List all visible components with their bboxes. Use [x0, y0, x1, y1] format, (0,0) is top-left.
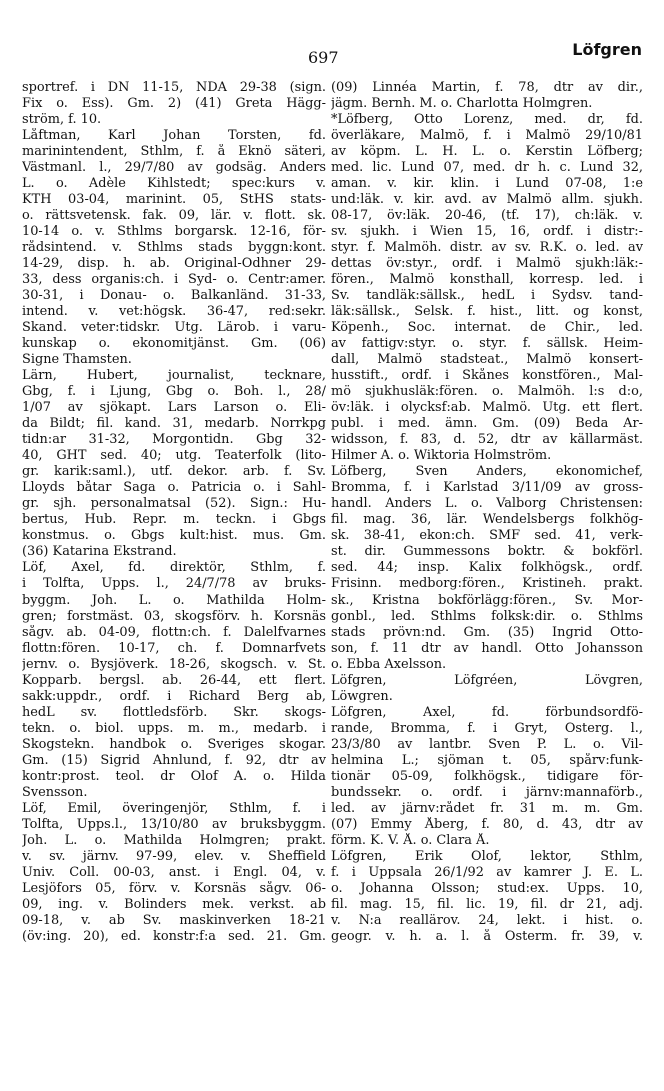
text-line: led. av järnv:rådet fr. 31 m. m. Gm.: [331, 800, 643, 816]
text-line: Lloyds båtar Saga o. Patricia o. i Sahl-: [22, 480, 326, 496]
text-line: (07) Emmy Åberg, f. 80, d. 43, dtr av: [331, 816, 643, 832]
text-line: gren; forstmäst. 03, skogsförv. h. Korsnäs: [22, 608, 326, 624]
text-line: widsson, f. 83, d. 52, dtr av källarmäst.: [331, 432, 643, 448]
text-line: konstmus. o. Gbgs kult:hist. mus. Gm.: [22, 528, 326, 544]
text-line: bertus, Hub. Repr. m. teckn. i Gbgs: [22, 512, 326, 528]
text-line: Fix o. Ess). Gm. 2) (41) Greta Hägg-: [22, 96, 326, 112]
text-line: 09-18, v. ab Sv. maskinverken 18-21: [22, 912, 326, 928]
text-line: hedL sv. flottledsförb. Skr. skogs-: [22, 704, 326, 720]
text-line: Lärn, Hubert, journalist, tecknare,: [22, 368, 326, 384]
text-line: sågv. ab. 04-09, flottn:ch. f. Dalelfvarnes: [22, 624, 326, 640]
text-line: Joh. L. o. Mathilda Holmgren; prakt.: [22, 832, 326, 848]
text-line: ström, f. 10.: [22, 112, 102, 128]
text-line: o. Johanna Olsson; stud:ex. Upps. 10,: [331, 880, 643, 896]
right-column: [331, 80, 643, 945]
text-line: Skand. veter:tidskr. Utg. Lärob. i varu-: [22, 320, 326, 336]
text-line: aman. v. kir. klin. i Lund 07-08, 1:e: [331, 176, 643, 192]
text-line: sakk:uppdr., ordf. i Richard Berg ab,: [22, 688, 326, 704]
text-line: 1/07 av sjökapt. Lars Larson o. Eli-: [22, 400, 326, 416]
text-line: gr. karik:saml.), utf. dekor. arb. f. Sv.: [22, 464, 326, 480]
text-line: Löfgren, Löfgréen, Lövgren,: [331, 672, 643, 688]
text-line: rande, Bromma, f. i Gryt, Österg. l.,: [331, 720, 643, 736]
left-column: [22, 80, 326, 945]
text-line: sportref. i DN 11-15, NDA 29-38 (sign.: [22, 80, 326, 95]
text-line: Lesjöfors 05, förv. v. Korsnäs sågv. 06-: [22, 880, 326, 896]
text-line: av köpm. L. H. L. o. Kerstin Löfberg;: [331, 144, 643, 160]
text-line: sv. sjukh. i Wien 15, 16, ordf. i distr:-: [331, 224, 643, 240]
text-line: sk. 38-41, ekon:ch. SMF sed. 41, verk-: [331, 528, 643, 544]
text-line: jernv. o. Bysjöverk. 18-26, skogsch. v. St.: [22, 656, 326, 672]
text-line: Gm. (15) Sigrid Ahnlund, f. 92, dtr av: [22, 752, 326, 768]
text-line: öv:läk. i olycksf:ab. Malmö. Utg. ett flert.: [331, 400, 643, 416]
text-line: sk., Kristna bokförlägg:fören., Sv. Mor-: [331, 592, 643, 608]
text-line: gonbl., led. Sthlms folksk:dir. o. Sthlms: [331, 608, 643, 624]
text-line: *Löfberg, Otto Lorenz, med. dr, fd.: [331, 112, 643, 128]
text-line: Löf, Axel, fd. direktör, Sthlm, f.: [22, 560, 326, 576]
text-line: v. N:a reallärov. 24, lekt. i hist. o.: [331, 912, 643, 928]
text-line: dettas öv:styr., ordf. i Malmö sjukh:läk:-: [331, 256, 643, 272]
text-line: fil. mag. 15, fil. lic. 19, fil. dr 21, adj.: [331, 896, 643, 912]
text-line: förm. K. V. Å. o. Clara Å.: [331, 832, 490, 848]
text-line: intend. v. vet:högsk. 36-47, red:sekr.: [22, 304, 326, 320]
text-line: fören., Malmö konsthall, korresp. led. i: [331, 272, 643, 288]
text-line: Sv. tandläk:sällsk., hedL i Sydsv. tand-: [331, 288, 643, 304]
text-line: mö sjukhusläk:fören. o. Malmöh. l:s d:o,: [331, 384, 643, 400]
text-line: stads prövn:nd. Gm. (35) Ingrid Otto-: [331, 624, 643, 640]
text-line: 08-17, öv:läk. 20-46, (tf. 17), ch:läk. v.: [331, 208, 643, 224]
text-line: 09, ing. v. Bolinders mek. verkst. ab: [22, 896, 326, 912]
text-line: Skogstekn. handbok o. Sveriges skogar.: [22, 736, 326, 752]
text-line: 33, dess organis:ch. i Syd- o. Centr:amer.: [22, 272, 326, 288]
text-line: helmina L.; sjöman t. 05, spårv:funk-: [331, 752, 643, 768]
text-line: KTH 03-04, marinint. 05, StHS stats-: [22, 192, 326, 208]
text-line: Kopparb. bergsl. ab. 26-44, ett flert.: [22, 672, 326, 688]
text-line: rådsintend. v. Sthlms stads byggn:kont.: [22, 240, 326, 256]
text-line: Univ. Coll. 00-03, anst. i Engl. 04, v.: [22, 864, 326, 880]
text-line: Västmanl. l., 29/7/80 av godsäg. Anders: [22, 160, 326, 176]
text-line: o. rättsvetensk. fak. 09, lär. v. flott. sk.: [22, 208, 326, 224]
text-line: v. sv. järnv. 97-99, elev. v. Sheffield: [22, 848, 326, 864]
text-line: dall, Malmö stadsteat., Malmö konsert-: [331, 352, 643, 368]
text-line: Hilmer A. o. Wiktoria Holmström.: [331, 448, 552, 464]
text-line: flottn:fören. 10-17, ch. f. Domnarfvets: [22, 640, 326, 656]
text-line: st. dir. Gummessons boktr. & bokförl.: [331, 544, 643, 560]
text-line: styr. f. Malmöh. distr. av sv. R.K. o. led. av: [331, 240, 643, 256]
text-line: handl. Anders L. o. Valborg Christensen:: [331, 496, 643, 512]
page-number: 697: [308, 48, 339, 67]
text-line: son, f. 11 dtr av handl. Otto Johansson: [331, 640, 643, 656]
text-line: kontr:prost. teol. dr Olof A. o. Hilda: [22, 768, 326, 784]
text-line: geogr. v. h. a. l. å Österm. fr. 39, v.: [331, 928, 643, 944]
text-line: publ. i med. ämn. Gm. (09) Beda Ar-: [331, 416, 643, 432]
text-line: 40, GHT sed. 40; utg. Teaterfolk (lito-: [22, 448, 326, 464]
text-line: byggm. Joh. L. o. Mathilda Holm-: [22, 592, 326, 608]
text-line: sed. 44; insp. Kalix folkhögsk., ordf.: [331, 560, 643, 576]
text-line: gr. sjh. personalmatsal (52). Sign.: Hu-: [22, 496, 326, 512]
text-line: Löfgren, Erik Olof, lektor, Sthlm,: [331, 848, 643, 864]
text-line: Löf, Emil, överingenjör, Sthlm, f. i: [22, 800, 326, 816]
text-line: av fattigv:styr. o. styr. f. sällsk. Heim-: [331, 336, 643, 352]
text-line: 10-14 o. v. Sthlms borgarsk. 12-16, för-: [22, 224, 326, 240]
text-line: 14-29, disp. h. ab. Original-Odhner 29-: [22, 256, 326, 272]
text-line: Löfgren, Axel, fd. förbundsordfö-: [331, 704, 643, 720]
text-line: da Bildt; fil. kand. 31, medarb. Norrkpg: [22, 416, 326, 432]
text-line: Svensson.: [22, 784, 88, 800]
text-line: överläkare, Malmö, f. i Malmö 29/10/81: [331, 128, 643, 144]
text-line: fil. mag. 36, lär. Wendelsbergs folkhög-: [331, 512, 643, 528]
running-head: Löfgren: [572, 40, 642, 59]
text-line: tionär 05-09, folkhögsk., tidigare för-: [331, 768, 643, 784]
text-line: Bromma, f. i Karlstad 3/11/09 av gross-: [331, 480, 643, 496]
text-line: Gbg, f. i Ljung, Gbg o. Boh. l., 28/: [22, 384, 326, 400]
text-line: kunskap o. ekonomitjänst. Gm. (06): [22, 336, 326, 352]
text-line: f. i Uppsala 26/1/92 av kamrer J. E. L.: [331, 864, 643, 880]
text-line: Frisinn. medborg:fören., Kristineh. prakt.: [331, 576, 643, 592]
text-line: marinintendent, Sthlm, f. å Eknö säteri,: [22, 144, 326, 160]
text-line: husstift., ordf. i Skånes konstfören., Mal-: [331, 368, 643, 384]
text-line: L. o. Adèle Kihlstedt; spec:kurs v.: [22, 176, 326, 192]
text-line: Tolfta, Upps.l., 13/10/80 av bruksbyggm.: [22, 816, 326, 832]
text-line: med. lic. Lund 07, med. dr h. c. Lund 32,: [331, 160, 643, 176]
text-line: Löfberg, Sven Anders, ekonomichef,: [331, 464, 643, 480]
text-line: jägm. Bernh. M. o. Charlotta Holmgren.: [331, 96, 593, 112]
text-line: tekn. o. biol. upps. m. m., medarb. i: [22, 720, 326, 736]
text-line: Köpenh., Soc. internat. de Chir., led.: [331, 320, 643, 336]
text-line: (09) Linnéa Martin, f. 78, dtr av dir.,: [331, 80, 643, 95]
text-line: o. Ebba Axelsson.: [331, 656, 447, 672]
text-line: Låftman, Karl Johan Torsten, fd.: [22, 128, 326, 144]
text-line: 30-31, i Donau- o. Balkanländ. 31-33,: [22, 288, 326, 304]
text-line: tidn:ar 31-32, Morgontidn. Gbg 32-: [22, 432, 326, 448]
text-line: Löwgren.: [331, 688, 393, 704]
text-line: und:läk. v. kir. avd. av Malmö allm. sjukh.: [331, 192, 643, 208]
text-line: bundssekr. o. ordf. i järnv:mannaförb.,: [331, 784, 643, 800]
text-line: 23/3/80 av lantbr. Sven P. L. o. Vil-: [331, 736, 643, 752]
text-line: Signe Thamsten.: [22, 352, 132, 368]
text-line: i Tolfta, Upps. l., 24/7/78 av bruks-: [22, 576, 326, 592]
text-line: (36) Katarina Ekstrand.: [22, 544, 177, 560]
text-line: (öv:ing. 20), ed. konstr:f:a sed. 21. Gm.: [22, 928, 326, 944]
text-line: läk:sällsk., Selsk. f. hist., litt. og konst,: [331, 304, 643, 320]
